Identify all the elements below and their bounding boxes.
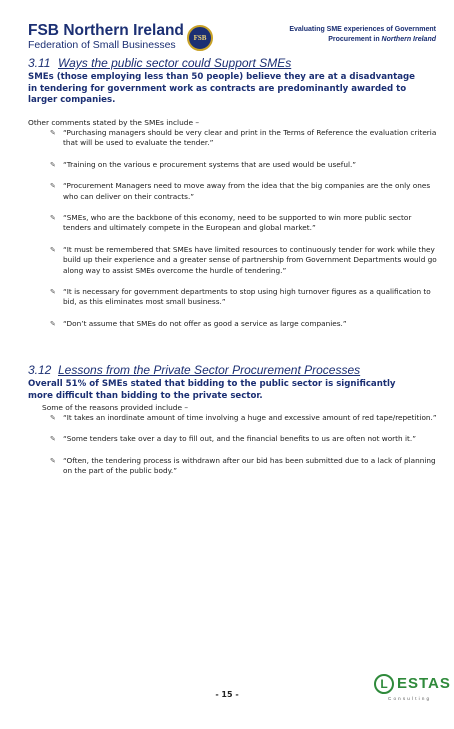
- quote-text: “It takes an inordinate amount of time involving a huge and excessive amount of red tape/repetition.”: [63, 413, 437, 422]
- section-312-quote-list: [50, 413, 440, 477]
- pencil-bullet-icon: ✎: [50, 160, 56, 169]
- quote-text: “Often, the tendering process is withdrawn after our bid has been submitted due to a lack of planning on the part of the public body.”: [63, 455, 436, 476]
- fsb-seal-icon: FSB: [187, 25, 213, 51]
- pencil-bullet-icon: ✎: [50, 319, 56, 328]
- quote-text: “SMEs, who are the backbone of this economy, need to be supported to win more public sector tenders and ultimately compete in the European and global market.”: [63, 213, 412, 233]
- quote-text: “Some tenders take over a day to fill out, and the financial benefits to us are often not worth it.”: [63, 434, 416, 444]
- pencil-bullet-icon: ✎: [50, 182, 56, 191]
- report-title: [246, 25, 436, 45]
- pencil-bullet-icon: ✎: [50, 245, 56, 254]
- quote-item: [50, 245, 440, 276]
- pencil-bullet-icon: ✎: [50, 456, 56, 465]
- quote-item: [50, 434, 440, 444]
- lestas-logo-sub: Consulting: [388, 696, 432, 701]
- report-title-line2-italic: Northern Ireland: [381, 36, 436, 43]
- section-312-lead: Overall 51% of SMEs stated that bidding to the public sector is significantly more difficult than bidding to the private sector.: [28, 379, 396, 401]
- report-title-line2-prefix: Procurement in: [328, 36, 382, 43]
- lestas-logo-word: ESTAS: [397, 675, 451, 692]
- section-312-number: 3.12: [28, 363, 52, 377]
- quote-text: “Procurement Managers need to move away from the idea that the big companies are the only ones who can deliver on their contracts.”: [63, 181, 431, 201]
- quote-text: “Purchasing managers should be very clear and print in the Terms of Reference the evaluation criteria that will be used to evaluate the tender.”: [63, 128, 437, 148]
- page-number: - 15 -: [215, 690, 239, 699]
- fsb-logo-subtitle: Federation of Small Businesses: [28, 39, 176, 51]
- quote-item: [50, 319, 440, 329]
- section-311-quote-list: [50, 128, 440, 329]
- pencil-bullet-icon: ✎: [50, 288, 56, 297]
- quote-text: “It must be remembered that SMEs have limited resources to continuously tender for work while they build up their experience and a greater sense of partnership from Government Departments would go along way to assist SMEs overcome the hurdle of tendering.”: [63, 244, 437, 275]
- section-311-lead: SMEs (those employing less than 50 people) believe they are at a disadvantage in tendering for government work as contracts are predominantly awarded to larger companies.: [28, 72, 416, 105]
- quote-item: [50, 456, 440, 477]
- lestas-consulting-logo: [374, 674, 454, 708]
- logo-northern-ireland: Northern Ireland: [63, 22, 184, 39]
- report-title-line1: Evaluating SME experiences of Government: [289, 26, 436, 33]
- logo-fsb: FSB: [28, 22, 59, 39]
- quote-item: [50, 287, 440, 308]
- pencil-bullet-icon: ✎: [50, 129, 56, 137]
- quote-text: “Don’t assume that SMEs do not offer as good a service as large companies.”: [63, 318, 347, 328]
- section-312-intro: Some of the reasons provided include –: [42, 403, 189, 412]
- quote-item: [50, 128, 440, 149]
- quote-text: “Training on the various e procurement systems that are used would be useful.”: [63, 159, 357, 169]
- quote-item: [50, 213, 440, 234]
- pencil-bullet-icon: ✎: [50, 435, 56, 444]
- quote-item: [50, 160, 440, 170]
- quote-text: “It is necessary for government departments to stop using high turnover figures as a qualification to bid, as this eliminates most small business.”: [63, 287, 431, 307]
- report-title-line2: [246, 35, 436, 45]
- section-311-heading: [28, 56, 291, 70]
- section-311-title: Ways the public sector could Support SMEs: [58, 56, 292, 70]
- pencil-bullet-icon: ✎: [50, 414, 56, 422]
- fsb-logo-title: [28, 22, 184, 40]
- section-312-title: Lessons from the Private Sector Procurement Processes: [58, 363, 361, 377]
- pencil-bullet-icon: ✎: [50, 214, 56, 223]
- section-311-number: 3.11: [28, 56, 51, 70]
- quote-item: [50, 413, 440, 423]
- section-312-heading: [28, 363, 360, 377]
- section-311-intro: Other comments stated by the SMEs include –: [28, 118, 200, 127]
- quote-item: [50, 181, 440, 202]
- lestas-logo-initial: L: [374, 674, 394, 694]
